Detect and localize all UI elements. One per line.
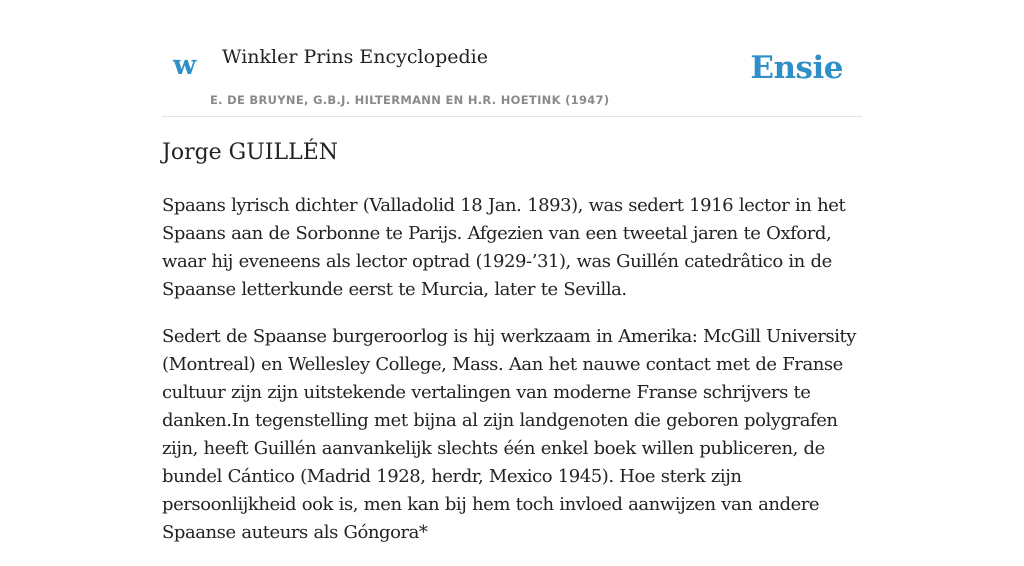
site-title[interactable]: Winkler Prins Encyclopedie: [222, 46, 488, 68]
winkler-prins-logo-icon[interactable]: w: [173, 50, 197, 81]
site-subtitle-authors: E. DE BRUYNE, G.B.J. HILTERMANN EN H.R. HOETINK (1947): [210, 93, 610, 107]
ensie-logo-link[interactable]: Ensie: [750, 50, 843, 86]
article-title: Jorge GUILLÉN: [162, 140, 339, 165]
article-body: [162, 192, 862, 566]
article-paragraph: Spaans lyrisch dichter (Valladolid 18 Jan. 1893), was sedert 1916 lector in het Spaans aan de Sorbonne te Parijs. Afgezien van een tweetal jaren te Oxford, waar hij eveneens als lector optrad (1929-’31), was Guillén catedrâtico in de Spaanse letterkunde eerst te Murcia, later te Sevilla.: [162, 195, 846, 300]
article-paragraph: Sedert de Spaanse burgeroorlog is hij werkzaam in Amerika: McGill University (Montreal) en Wellesley College, Mass. Aan het nauwe contact met de Franse cultuur zijn zijn uitstekende vertalingen van moderne Franse schrijvers te danken.In tegenstelling met bijna al zijn landgenoten die geboren polygrafen zijn, heeft Guillén aanvankelijk slechts één enkel boek willen publiceren, de bundel Cántico (Madrid 1928, herdr, Mexico 1945). Hoe sterk zijn persoonlijkheid ook is, men kan bij hem toch invloed aanwijzen van andere Spaanse auteurs als Góngora*: [162, 326, 857, 543]
site-header: [162, 0, 862, 117]
